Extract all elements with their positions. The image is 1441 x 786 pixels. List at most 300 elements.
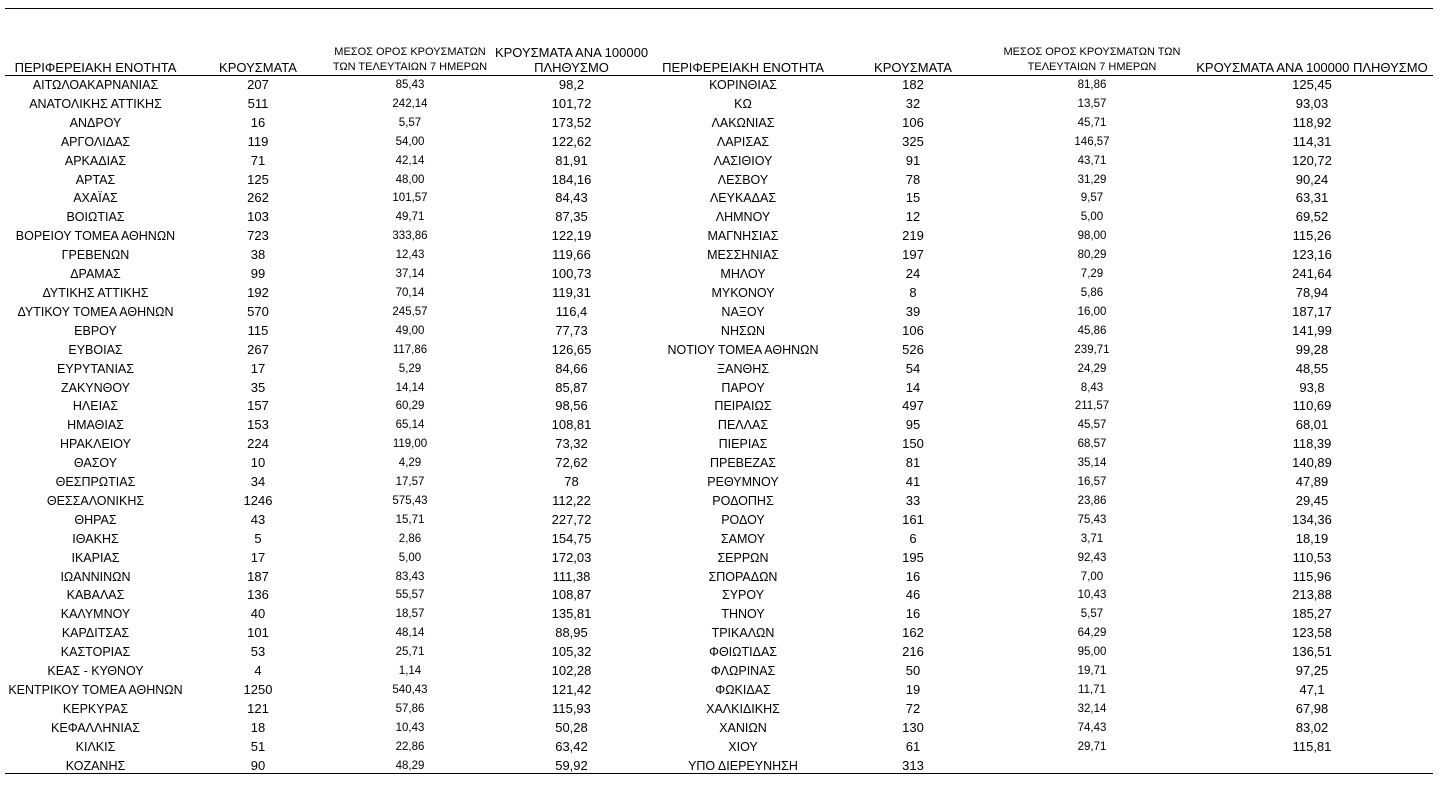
header-region-left: ΠΕΡΙΦΕΡΕΙΑΚΗ ΕΝΟΤΗΤΑ bbox=[5, 40, 186, 76]
left-per100k-cell: 116,4 bbox=[555, 303, 588, 319]
right-per100k-cell: 123,58 bbox=[1292, 625, 1332, 641]
right-avg-cell: 35,14 bbox=[1077, 457, 1107, 470]
left-per100k-cell: 184,16 bbox=[551, 171, 592, 187]
right-cases-cell: 161 bbox=[902, 511, 924, 527]
left-region-cell: ΔΥΤΙΚΗΣ ΑΤΤΙΚΗΣ bbox=[42, 285, 149, 300]
right-per100k-cell: 110,53 bbox=[1292, 549, 1332, 565]
right-region-cell: ΚΟΡΙΝΘΙΑΣ bbox=[709, 78, 777, 92]
left-region-cell: ΚΕΡΚΥΡΑΣ bbox=[62, 701, 129, 716]
left-region-cell: ΕΥΒΟΙΑΣ bbox=[68, 342, 123, 357]
right-region-cell: ΠΑΡΟΥ bbox=[721, 380, 765, 395]
right-avg-cell: 45,71 bbox=[1077, 116, 1107, 129]
left-region-cell: ΕΥΡΥΤΑΝΙΑΣ bbox=[57, 361, 134, 376]
left-avg-cell: 18,57 bbox=[395, 608, 425, 621]
right-region-cell: ΛΕΣΒΟΥ bbox=[717, 172, 769, 187]
right-cases-cell: 41 bbox=[905, 474, 921, 490]
left-cases-cell: 10 bbox=[250, 455, 266, 471]
table-row bbox=[5, 492, 1433, 511]
right-per100k-cell: 115,96 bbox=[1292, 568, 1332, 584]
left-region-cell: ΗΡΑΚΛΕΙΟΥ bbox=[60, 437, 131, 452]
right-per100k-cell: 67,98 bbox=[1295, 700, 1329, 716]
right-per100k-cell: 241,64 bbox=[1292, 266, 1332, 282]
right-per100k-cell: 110,69 bbox=[1292, 398, 1332, 414]
right-per100k-cell: 141,99 bbox=[1292, 322, 1332, 338]
right-region-cell: ΝΗΣΩΝ bbox=[720, 323, 766, 338]
left-per100k-cell: 108,81 bbox=[551, 417, 592, 433]
right-cases-cell: 19 bbox=[905, 682, 921, 697]
left-cases-cell: 187 bbox=[247, 568, 269, 584]
right-per100k-cell: 93,03 bbox=[1295, 95, 1329, 111]
right-cases-cell: 6 bbox=[909, 530, 917, 546]
right-per100k-cell: 140,89 bbox=[1292, 455, 1332, 471]
left-region-cell: ΚΙΛΚΙΣ bbox=[75, 739, 116, 754]
left-avg-cell: 25,71 bbox=[395, 646, 425, 659]
right-avg-cell: 74,43 bbox=[1077, 721, 1107, 734]
right-avg-cell: 68,57 bbox=[1077, 438, 1107, 451]
right-region-cell: ΛΕΥΚΑΔΑΣ bbox=[709, 191, 777, 206]
right-avg-cell: 211,57 bbox=[1074, 400, 1110, 413]
left-cases-cell: 17 bbox=[250, 549, 266, 565]
right-region-cell: ΠΕΛΛΑΣ bbox=[717, 418, 769, 433]
right-cases-cell: 197 bbox=[902, 247, 924, 263]
right-avg-cell: 146,57 bbox=[1074, 135, 1110, 148]
right-avg-cell: 43,71 bbox=[1077, 154, 1107, 167]
right-cases-cell: 46 bbox=[905, 587, 921, 603]
right-per100k-cell: 90,24 bbox=[1295, 171, 1329, 187]
right-cases-cell: 313 bbox=[902, 757, 924, 773]
right-cases-cell: 72 bbox=[905, 700, 921, 716]
right-cases-cell: 325 bbox=[902, 133, 924, 149]
left-per100k-cell: 77,73 bbox=[555, 322, 588, 338]
right-cases-cell: 182 bbox=[902, 77, 924, 92]
right-region-cell: ΞΑΝΘΗΣ bbox=[717, 361, 769, 376]
table-row bbox=[5, 303, 1433, 322]
left-region-cell: ΙΩΑΝΝΙΝΩΝ bbox=[60, 569, 131, 584]
table-row bbox=[5, 360, 1433, 379]
table-row bbox=[5, 568, 1433, 587]
right-cases-cell: 162 bbox=[902, 625, 924, 641]
left-region-cell: ΘΗΡΑΣ bbox=[74, 512, 117, 527]
table-row bbox=[5, 189, 1433, 208]
right-region-cell: ΡΟΔΟΥ bbox=[721, 512, 765, 527]
left-region-cell: ΚΕΑΣ - ΚΥΘΝΟΥ bbox=[47, 664, 144, 679]
right-avg-cell: 64,29 bbox=[1077, 627, 1107, 640]
table-row bbox=[5, 171, 1433, 190]
right-per100k-cell: 29,45 bbox=[1295, 492, 1329, 508]
left-avg-cell: 60,29 bbox=[395, 400, 425, 413]
right-region-cell: ΛΑΡΙΣΑΣ bbox=[716, 134, 770, 149]
left-cases-cell: 153 bbox=[247, 417, 269, 433]
left-cases-cell: 267 bbox=[247, 341, 269, 357]
right-avg-cell: 16,00 bbox=[1077, 305, 1107, 318]
left-cases-cell: 5 bbox=[254, 530, 262, 546]
left-per100k-cell: 101,72 bbox=[551, 95, 592, 111]
left-avg-cell: 54,00 bbox=[395, 135, 425, 148]
right-avg-cell: 19,71 bbox=[1077, 665, 1107, 678]
table-row bbox=[5, 379, 1433, 398]
table-row bbox=[5, 208, 1433, 227]
left-per100k-cell: 119,31 bbox=[552, 284, 591, 300]
left-region-cell: ΑΝΔΡΟΥ bbox=[69, 115, 122, 130]
left-cases-cell: 35 bbox=[250, 379, 266, 395]
left-cases-cell: 511 bbox=[247, 95, 269, 111]
left-per100k-cell: 50,28 bbox=[555, 719, 588, 735]
right-avg-cell: 29,71 bbox=[1077, 740, 1107, 753]
right-cases-cell: 195 bbox=[902, 549, 924, 565]
left-region-cell: ΔΡΑΜΑΣ bbox=[70, 267, 121, 282]
right-avg-cell: 92,43 bbox=[1077, 551, 1107, 564]
left-per100k-cell: 108,87 bbox=[551, 587, 592, 603]
left-avg-cell: 575,43 bbox=[392, 494, 428, 507]
right-per100k-cell: 69,52 bbox=[1295, 209, 1329, 225]
table-row bbox=[5, 738, 1433, 757]
left-avg-cell: 12,43 bbox=[395, 249, 425, 262]
right-region-cell: ΤΡΙΚΑΛΩΝ bbox=[711, 626, 775, 641]
left-avg-cell: 10,43 bbox=[395, 721, 425, 734]
left-avg-cell: 2,86 bbox=[398, 532, 422, 545]
table-row bbox=[5, 719, 1433, 738]
right-avg-cell: 8,43 bbox=[1080, 381, 1104, 394]
left-avg-cell: 119,00 bbox=[392, 438, 428, 451]
left-per100k-cell: 59,92 bbox=[555, 757, 588, 773]
right-avg-cell: 5,86 bbox=[1080, 286, 1104, 299]
left-per100k-cell: 78 bbox=[564, 474, 579, 490]
right-region-cell: ΛΑΚΩΝΙΑΣ bbox=[711, 115, 775, 130]
header-avg-left: ΜΕΣΟΣ ΟΡΟΣ ΚΡΟΥΣΜΑΤΩΝ ΤΩΝ ΤΕΛΕΥΤΑΙΩΝ 7 ΗΜΕΡΩΝ bbox=[330, 40, 490, 76]
right-cases-cell: 50 bbox=[905, 663, 921, 679]
right-avg-cell: 98,00 bbox=[1077, 230, 1107, 243]
left-avg-cell: 83,43 bbox=[395, 570, 425, 583]
right-per100k-cell: 115,81 bbox=[1292, 738, 1332, 754]
right-cases-cell: 106 bbox=[902, 114, 924, 130]
left-per100k-cell: 85,87 bbox=[555, 379, 588, 395]
right-cases-cell: 497 bbox=[902, 398, 924, 414]
left-region-cell: ΑΡΓΟΛΙΔΑΣ bbox=[60, 134, 131, 149]
right-avg-cell: 5,00 bbox=[1080, 211, 1104, 224]
left-cases-cell: 43 bbox=[250, 511, 266, 527]
left-per100k-cell: 73,32 bbox=[555, 436, 588, 452]
right-per100k-cell: 136,51 bbox=[1292, 644, 1332, 660]
left-per100k-cell: 88,95 bbox=[555, 625, 588, 641]
left-avg-cell: 48,00 bbox=[395, 173, 425, 186]
left-region-cell: ΕΒΡΟΥ bbox=[74, 323, 117, 338]
right-region-cell: ΜΑΓΝΗΣΙΑΣ bbox=[707, 229, 779, 244]
right-cases-cell: 16 bbox=[905, 568, 921, 584]
right-avg-cell: 45,86 bbox=[1077, 324, 1107, 337]
left-per100k-cell: 173,52 bbox=[551, 114, 592, 130]
left-per100k-cell: 105,32 bbox=[551, 644, 592, 660]
right-avg-cell: 45,57 bbox=[1077, 419, 1107, 432]
table-row bbox=[5, 246, 1433, 265]
left-avg-cell: 65,14 bbox=[395, 419, 425, 432]
left-region-cell: ΑΡΤΑΣ bbox=[75, 172, 116, 187]
left-region-cell: ΒΟΙΩΤΙΑΣ bbox=[66, 210, 125, 225]
left-region-cell: ΑΝΑΤΟΛΙΚΗΣ ΑΤΤΙΚΗΣ bbox=[29, 96, 162, 111]
right-region-cell: ΜΗΛΟΥ bbox=[720, 267, 766, 282]
left-cases-cell: 207 bbox=[247, 77, 269, 92]
left-cases-cell: 99 bbox=[250, 266, 266, 282]
left-avg-cell: 333,86 bbox=[392, 230, 428, 243]
right-region-cell: ΧΑΝΙΩΝ bbox=[719, 720, 767, 735]
right-per100k-cell: 48,55 bbox=[1295, 360, 1329, 376]
left-region-cell: ΔΥΤΙΚΟΥ ΤΟΜΕΑ ΑΘΗΝΩΝ bbox=[17, 304, 174, 319]
left-cases-cell: 34 bbox=[250, 474, 266, 490]
right-cases-cell: 32 bbox=[905, 95, 921, 111]
left-per100k-cell: 119,66 bbox=[552, 247, 591, 263]
table-row bbox=[5, 322, 1433, 341]
right-avg-cell: 24,29 bbox=[1077, 362, 1107, 375]
left-cases-cell: 157 bbox=[247, 398, 269, 414]
left-cases-cell: 136 bbox=[247, 587, 269, 603]
left-cases-cell: 53 bbox=[250, 644, 266, 660]
left-cases-cell: 17 bbox=[250, 360, 266, 376]
left-per100k-cell: 135,81 bbox=[551, 606, 592, 622]
left-avg-cell: 49,71 bbox=[395, 211, 425, 224]
table-row bbox=[5, 605, 1433, 624]
left-cases-cell: 125 bbox=[247, 171, 269, 187]
left-per100k-cell: 122,62 bbox=[551, 133, 592, 149]
left-cases-cell: 101 bbox=[247, 625, 269, 641]
right-cases-cell: 91 bbox=[905, 152, 921, 168]
right-per100k-cell: 213,88 bbox=[1292, 587, 1332, 603]
left-region-cell: ΘΕΣΠΡΩΤΙΑΣ bbox=[55, 475, 136, 490]
left-avg-cell: 57,86 bbox=[395, 702, 425, 715]
left-cases-cell: 18 bbox=[250, 719, 266, 735]
left-avg-cell: 242,14 bbox=[392, 97, 428, 110]
left-per100k-cell: 100,73 bbox=[551, 266, 592, 282]
left-cases-cell: 71 bbox=[250, 152, 266, 168]
right-per100k-cell: 18,19 bbox=[1295, 530, 1329, 546]
right-per100k-cell: 187,17 bbox=[1292, 303, 1332, 319]
left-region-cell: ΗΛΕΙΑΣ bbox=[72, 399, 119, 414]
table-row bbox=[5, 227, 1433, 246]
left-per100k-cell: 112,22 bbox=[552, 492, 591, 508]
table-row bbox=[5, 133, 1433, 152]
table-row bbox=[5, 152, 1433, 171]
left-avg-cell: 117,86 bbox=[392, 343, 428, 356]
left-avg-cell: 37,14 bbox=[395, 268, 425, 281]
right-cases-cell: 39 bbox=[905, 303, 921, 319]
table-body bbox=[5, 76, 1433, 776]
right-region-cell: ΦΘΙΩΤΙΔΑΣ bbox=[708, 645, 778, 660]
left-region-cell: ΚΑΒΑΛΑΣ bbox=[66, 588, 125, 603]
right-region-cell: ΠΕΙΡΑΙΩΣ bbox=[714, 399, 772, 414]
right-avg-cell: 23,86 bbox=[1077, 494, 1107, 507]
left-per100k-cell: 102,28 bbox=[551, 663, 592, 679]
left-avg-cell: 5,57 bbox=[398, 116, 422, 129]
right-avg-cell: 11,71 bbox=[1078, 684, 1106, 696]
right-per100k-cell: 125,45 bbox=[1292, 77, 1332, 92]
left-per100k-cell: 72,62 bbox=[555, 455, 588, 471]
right-avg-cell: 13,57 bbox=[1077, 97, 1107, 110]
right-cases-cell: 95 bbox=[905, 417, 921, 433]
table-row bbox=[5, 454, 1433, 473]
right-per100k-cell: 134,36 bbox=[1292, 511, 1332, 527]
table-row bbox=[5, 586, 1433, 605]
table-row bbox=[5, 341, 1433, 360]
left-per100k-cell: 84,43 bbox=[555, 190, 588, 206]
left-per100k-cell: 87,35 bbox=[555, 209, 588, 225]
right-avg-cell: 32,14 bbox=[1077, 702, 1107, 715]
left-region-cell: ΚΑΛΥΜΝΟΥ bbox=[60, 607, 131, 622]
right-cases-cell: 81 bbox=[905, 455, 921, 471]
left-cases-cell: 103 bbox=[247, 209, 269, 225]
left-per100k-cell: 98,56 bbox=[555, 398, 588, 414]
left-cases-cell: 121 bbox=[247, 700, 269, 716]
header-row bbox=[5, 40, 1433, 76]
right-cases-cell: 106 bbox=[902, 322, 924, 338]
bottom-rule bbox=[5, 773, 1433, 774]
right-per100k-cell: 97,25 bbox=[1295, 663, 1329, 679]
right-region-cell: ΠΡΕΒΕΖΑΣ bbox=[709, 456, 777, 471]
left-cases-cell: 4 bbox=[254, 663, 262, 679]
right-per100k-cell: 118,39 bbox=[1292, 436, 1332, 452]
header-cases-right: ΚΡΟΥΣΜΑΤΑ bbox=[833, 40, 993, 76]
left-region-cell: ΙΘΑΚΗΣ bbox=[72, 531, 119, 546]
left-avg-cell: 55,57 bbox=[395, 589, 425, 602]
right-cases-cell: 14 bbox=[905, 379, 921, 395]
right-avg-cell: 7,29 bbox=[1080, 268, 1104, 281]
right-cases-cell: 8 bbox=[909, 284, 917, 300]
left-region-cell: ΑΙΤΩΛΟΑΚΑΡΝΑΝΙΑΣ bbox=[32, 78, 159, 92]
left-cases-cell: 192 bbox=[247, 284, 269, 300]
left-avg-cell: 70,14 bbox=[395, 286, 425, 299]
left-region-cell: ΒΟΡΕΙΟΥ ΤΟΜΕΑ ΑΘΗΝΩΝ bbox=[15, 229, 176, 244]
right-cases-cell: 24 bbox=[905, 266, 921, 282]
left-region-cell: ΖΑΚΥΝΘΟΥ bbox=[60, 380, 131, 395]
left-per100k-cell: 172,03 bbox=[551, 549, 592, 565]
left-cases-cell: 1250 bbox=[243, 682, 273, 697]
right-region-cell: ΜΕΣΣΗΝΙΑΣ bbox=[707, 248, 779, 263]
left-avg-cell: 1,14 bbox=[398, 665, 422, 678]
right-per100k-cell: 120,72 bbox=[1292, 152, 1332, 168]
table-row bbox=[5, 643, 1433, 662]
right-region-cell: ΣΠΟΡΑΔΩΝ bbox=[708, 569, 778, 584]
left-region-cell: ΚΟΖΑΝΗΣ bbox=[65, 758, 126, 773]
left-region-cell: ΗΜΑΘΙΑΣ bbox=[67, 418, 124, 433]
right-region-cell: ΜΥΚΟΝΟΥ bbox=[711, 285, 775, 300]
right-region-cell: ΡΟΔΟΠΗΣ bbox=[712, 493, 774, 508]
left-avg-cell: 85,43 bbox=[395, 79, 425, 91]
left-per100k-cell: 126,65 bbox=[551, 341, 592, 357]
left-region-cell: ΘΑΣΟΥ bbox=[73, 456, 118, 471]
right-cases-cell: 15 bbox=[905, 190, 921, 206]
left-per100k-cell: 81,91 bbox=[555, 152, 588, 168]
right-avg-cell: 3,71 bbox=[1080, 532, 1104, 545]
right-region-cell: ΠΙΕΡΙΑΣ bbox=[718, 437, 768, 452]
right-avg-cell: 239,71 bbox=[1074, 343, 1110, 356]
table-row bbox=[5, 284, 1433, 303]
table-row bbox=[5, 549, 1433, 568]
header-cases-left: ΚΡΟΥΣΜΑΤΑ bbox=[186, 40, 330, 76]
right-cases-cell: 219 bbox=[902, 228, 924, 244]
right-avg-cell: 80,29 bbox=[1077, 249, 1107, 262]
right-cases-cell: 12 bbox=[905, 209, 921, 225]
left-avg-cell: 14,14 bbox=[395, 381, 425, 394]
table-row bbox=[5, 681, 1433, 700]
left-region-cell: ΓΡΕΒΕΝΩΝ bbox=[61, 248, 130, 263]
right-avg-cell: 10,43 bbox=[1077, 589, 1107, 602]
right-per100k-cell: 47,89 bbox=[1295, 474, 1329, 490]
left-avg-cell: 42,14 bbox=[395, 154, 425, 167]
right-per100k-cell: 93,8 bbox=[1299, 379, 1325, 395]
table-row bbox=[5, 265, 1433, 284]
left-avg-cell: 49,00 bbox=[395, 324, 425, 337]
right-region-cell: ΦΩΚΙΔΑΣ bbox=[715, 683, 771, 697]
right-cases-cell: 16 bbox=[905, 606, 921, 622]
left-cases-cell: 90 bbox=[250, 757, 266, 773]
left-region-cell: ΚΑΣΤΟΡΙΑΣ bbox=[60, 645, 131, 660]
right-cases-cell: 526 bbox=[902, 341, 924, 357]
left-cases-cell: 40 bbox=[250, 606, 266, 622]
table-row bbox=[5, 76, 1433, 95]
right-region-cell: ΧΑΛΚΙΔΙΚΗΣ bbox=[706, 701, 780, 716]
right-region-cell: ΥΠΟ ΔΙΕΡΕΥΝΗΣΗ bbox=[688, 758, 798, 773]
left-cases-cell: 38 bbox=[250, 247, 266, 263]
right-region-cell: ΡΕΘΥΜΝΟΥ bbox=[707, 475, 779, 490]
right-avg-cell: 95,00 bbox=[1077, 646, 1107, 659]
left-avg-cell: 48,14 bbox=[395, 627, 425, 640]
left-region-cell: ΚΑΡΔΙΤΣΑΣ bbox=[61, 626, 130, 641]
left-avg-cell: 4,29 bbox=[398, 457, 422, 470]
table-row bbox=[5, 624, 1433, 643]
left-avg-cell: 5,00 bbox=[398, 551, 422, 564]
right-avg-cell: 81,86 bbox=[1077, 79, 1107, 91]
right-per100k-cell: 114,31 bbox=[1292, 133, 1332, 149]
right-avg-cell: 31,29 bbox=[1077, 173, 1107, 186]
left-per100k-cell: 122,19 bbox=[551, 228, 592, 244]
right-per100k-cell: 63,31 bbox=[1295, 190, 1329, 206]
right-avg-cell: 5,57 bbox=[1080, 608, 1104, 621]
table-row bbox=[5, 511, 1433, 530]
right-per100k-cell: 78,94 bbox=[1295, 284, 1329, 300]
right-region-cell: ΚΩ bbox=[734, 96, 752, 111]
right-avg-cell: 75,43 bbox=[1077, 513, 1107, 526]
right-per100k-cell: 118,92 bbox=[1292, 114, 1332, 130]
right-avg-cell: 9,57 bbox=[1080, 192, 1104, 205]
left-cases-cell: 115 bbox=[247, 322, 269, 338]
left-per100k-cell: 227,72 bbox=[551, 511, 592, 527]
right-region-cell: ΛΗΜΝΟΥ bbox=[715, 210, 771, 225]
header-per100k-left: ΚΡΟΥΣΜΑΤΑ ΑΝΑ 100000 ΠΛΗΘΥΣΜΟ bbox=[490, 40, 653, 76]
left-avg-cell: 101,57 bbox=[392, 192, 428, 205]
right-region-cell: ΝΟΤΙΟΥ ΤΟΜΕΑ ΑΘΗΝΩΝ bbox=[667, 342, 819, 357]
header-per100k-right: ΚΡΟΥΣΜΑΤΑ ΑΝΑ 100000 ΠΛΗΘΥΣΜΟ bbox=[1191, 40, 1433, 76]
right-cases-cell: 78 bbox=[905, 171, 921, 187]
right-cases-cell: 33 bbox=[905, 492, 921, 508]
left-region-cell: ΚΕΦΑΛΛΗΝΙΑΣ bbox=[51, 720, 140, 735]
left-avg-cell: 5,29 bbox=[398, 362, 422, 375]
table-row bbox=[5, 700, 1433, 719]
left-per100k-cell: 121,42 bbox=[551, 682, 592, 697]
left-cases-cell: 51 bbox=[250, 738, 266, 754]
right-cases-cell: 130 bbox=[902, 719, 924, 735]
header-avg-right: ΜΕΣΟΣ ΟΡΟΣ ΚΡΟΥΣΜΑΤΩΝ ΤΩΝ ΤΕΛΕΥΤΑΙΩΝ 7 ΗΜΕΡΩΝ bbox=[993, 40, 1191, 76]
right-per100k-cell: 68,01 bbox=[1295, 417, 1329, 433]
top-rule bbox=[5, 8, 1433, 9]
right-region-cell: ΣΕΡΡΩΝ bbox=[717, 550, 769, 565]
header-region-right: ΠΕΡΙΦΕΡΕΙΑΚΗ ΕΝΟΤΗΤΑ bbox=[653, 40, 833, 76]
table-row bbox=[5, 416, 1433, 435]
left-cases-cell: 570 bbox=[247, 303, 269, 319]
right-region-cell: ΣΑΜΟΥ bbox=[720, 531, 766, 546]
left-cases-cell: 119 bbox=[247, 133, 269, 149]
left-avg-cell: 48,29 bbox=[395, 759, 425, 772]
right-region-cell: ΣΥΡΟΥ bbox=[721, 588, 765, 603]
cases-table bbox=[5, 40, 1433, 776]
left-per100k-cell: 98,2 bbox=[558, 77, 585, 92]
right-cases-cell: 54 bbox=[905, 360, 921, 376]
